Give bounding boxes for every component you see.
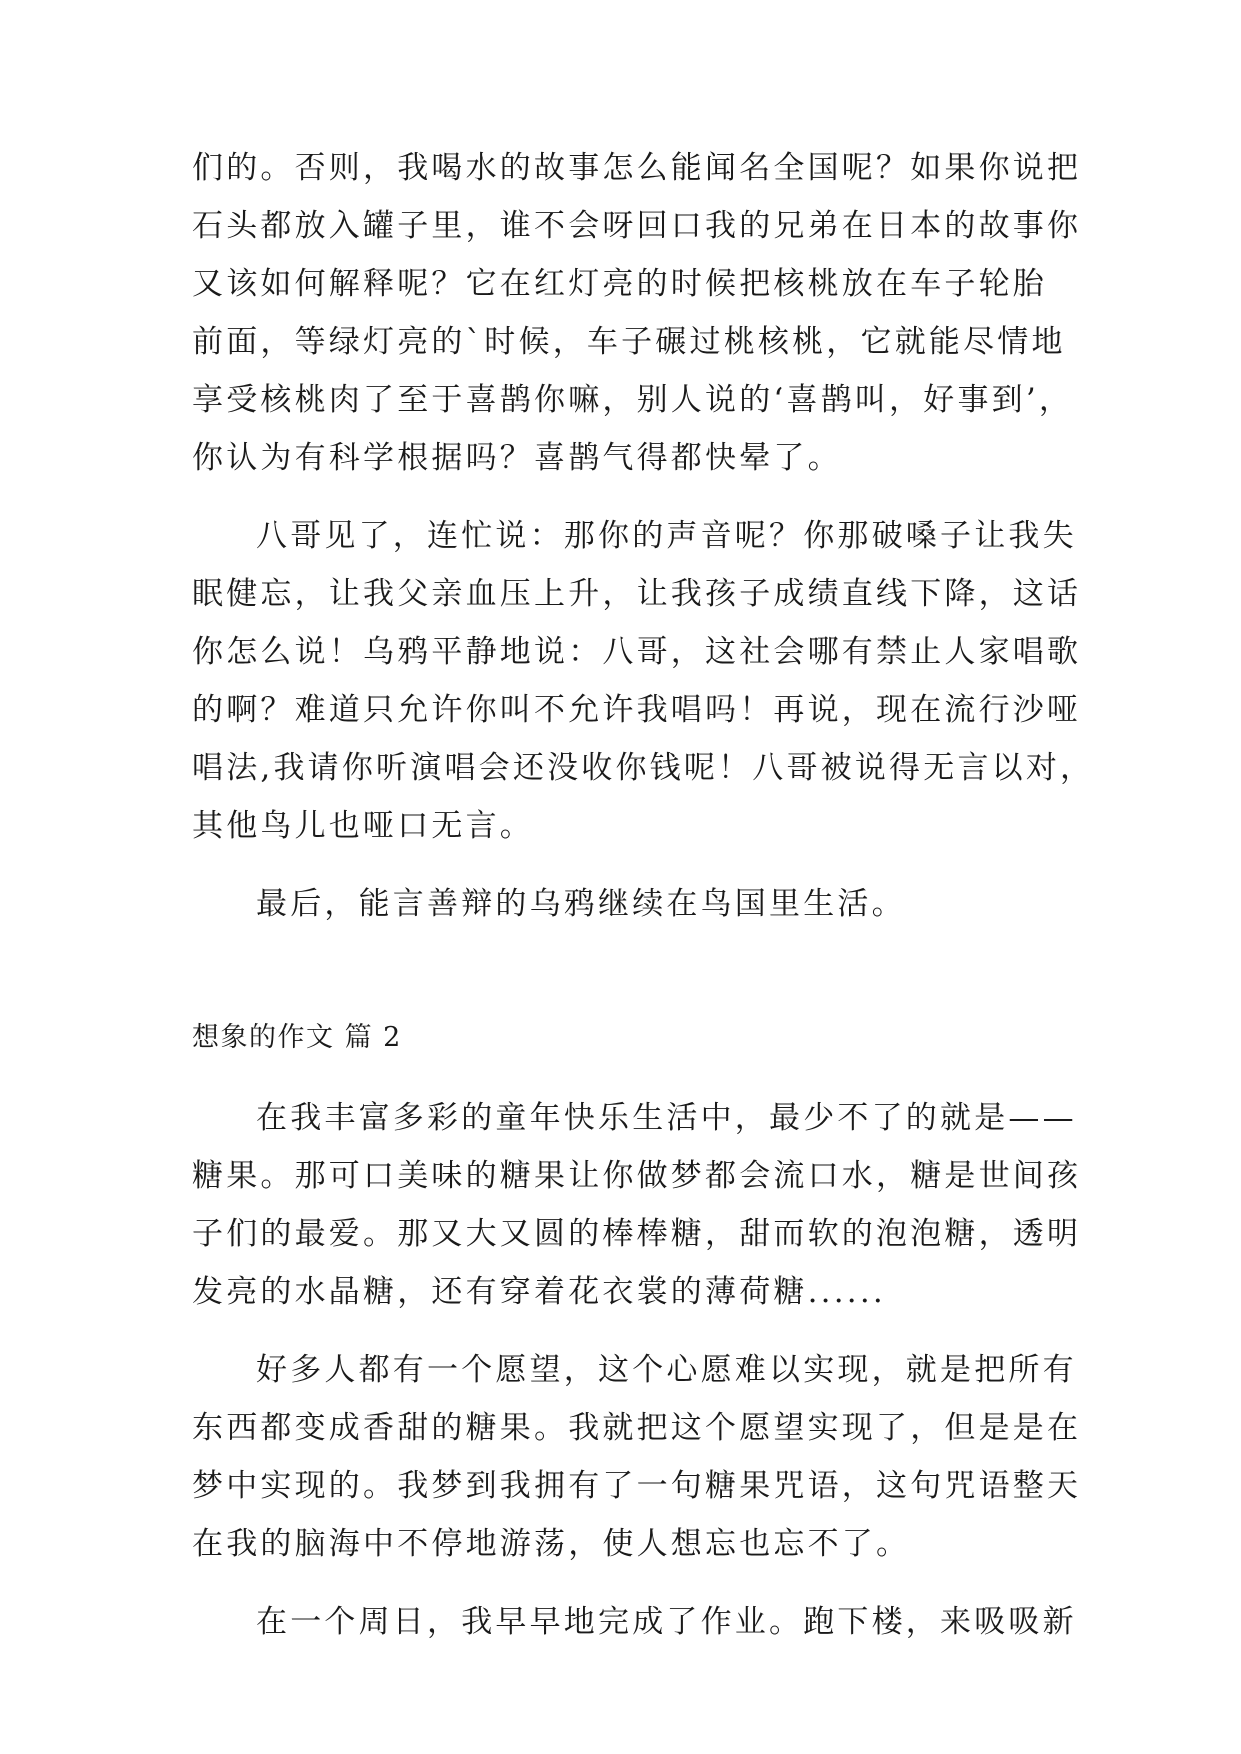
paragraph-line: 东西都变成香甜的糖果。我就把这个愿望实现了，但是是在 [192,1410,1082,1446]
paragraph-line: 梦中实现的。我梦到我拥有了一句糖果咒语，这句咒语整天 [192,1468,1082,1504]
paragraph-line: 享受核桃肉了至于喜鹊你嘛，别人说的‘喜鹊叫，好事到’， [192,382,1074,418]
paragraph-line: 石头都放入罐子里，谁不会呀回口我的兄弟在日本的故事你 [192,208,1082,244]
section-heading: 想象的作文 篇 2 [192,1022,402,1053]
paragraph-line: 在我的脑海中不停地游荡，使人想忘也忘不了。 [192,1526,911,1562]
paragraph-line: 发亮的水晶糖，还有穿着花衣裳的薄荷糖...... [192,1274,886,1310]
paragraph-line: 好多人都有一个愿望，这个心愿难以实现，就是把所有 [256,1352,1077,1388]
paragraph-line: 又该如何解释呢？它在红灯亮的时候把核桃放在车子轮胎 [192,266,1047,302]
paragraph-line: 眠健忘，让我父亲血压上升，让我孩子成绩直线下降，这话 [192,576,1082,612]
paragraph-line: 糖果。那可口美味的糖果让你做梦都会流口水，糖是世间孩 [192,1158,1082,1194]
paragraph-line: 们的。否则，我喝水的故事怎么能闻名全国呢？如果你说把 [192,150,1082,186]
paragraph-line: 在我丰富多彩的童年快乐生活中，最少不了的就是—— [256,1100,1077,1136]
paragraph-line: 你怎么说！乌鸦平静地说：八哥，这社会哪有禁止人家唱歌 [192,634,1082,670]
paragraph-line: 最后，能言善辩的乌鸦继续在鸟国里生活。 [256,886,906,922]
paragraph-line: 你认为有科学根据吗？喜鹊气得都快晕了。 [192,440,842,476]
paragraph-line: 子们的最爱。那又大又圆的棒棒糖，甜而软的泡泡糖，透明 [192,1216,1082,1252]
paragraph-line: 在一个周日，我早早地完成了作业。跑下楼，来吸吸新 [256,1604,1077,1640]
paragraph-line: 前面，等绿灯亮的`时候，车子碾过桃核桃，它就能尽情地 [192,324,1066,360]
paragraph-line: 八哥见了，连忙说：那你的声音呢？你那破嗓子让我失 [256,518,1077,554]
paragraph-line: 其他鸟儿也哑口无言。 [192,808,534,844]
paragraph-line: 的啊？难道只允许你叫不允许我唱吗！再说，现在流行沙哑 [192,692,1082,728]
paragraph-line: 唱法,我请你听演唱会还没收你钱呢！八哥被说得无言以对， [192,750,1095,786]
